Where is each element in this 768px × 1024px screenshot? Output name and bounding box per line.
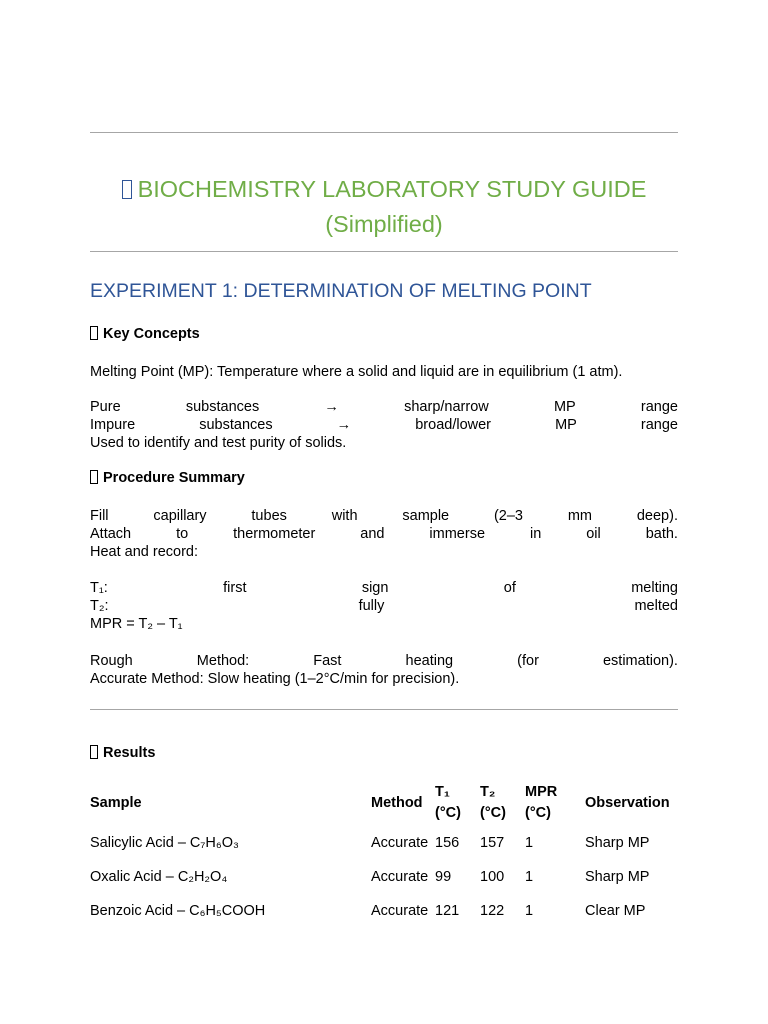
word: T₁: — [90, 580, 108, 596]
missing-glyph-icon — [122, 180, 132, 199]
cell-t1: 121 — [435, 903, 460, 919]
cell-sample: Benzoic Acid – C₆H₅COOH — [90, 903, 266, 919]
word: Pure — [90, 399, 121, 415]
word: Impure — [90, 417, 136, 433]
word: Method: — [196, 653, 250, 669]
table-row — [90, 860, 678, 894]
word: and — [360, 526, 385, 542]
pure-line — [90, 398, 678, 416]
word: Attach — [90, 526, 132, 542]
melting-point-definition: Melting Point (MP): Temperature where a solid and liquid are in equilibrium (1 atm). — [90, 364, 623, 380]
cell-t1: 99 — [435, 869, 452, 885]
word: Rough — [90, 653, 133, 669]
word: substances — [185, 399, 260, 415]
column-header-t2: T₂ (°C) — [480, 784, 506, 821]
cell-method: Accurate — [371, 869, 429, 885]
word: sample — [402, 508, 450, 524]
word: to — [176, 526, 189, 542]
word: fully — [358, 598, 385, 614]
cell-mpr: 1 — [525, 903, 534, 919]
word: melted — [634, 598, 678, 614]
cell-sample: Salicylic Acid – C₇H₆O₃ — [90, 835, 239, 851]
word: T₂: — [90, 598, 109, 614]
accurate-method-line: Accurate Method: Slow heating (1–2°C/min for precision). — [90, 671, 460, 687]
word: sign — [361, 580, 389, 596]
column-header-t1: T₁ (°C) — [435, 784, 461, 821]
word: (for — [517, 653, 539, 669]
word: in — [529, 526, 542, 542]
cell-t2: 157 — [480, 835, 505, 851]
rough-method-line — [90, 652, 678, 670]
word: oil — [586, 526, 601, 542]
table-row — [90, 894, 678, 928]
temperature-definitions — [90, 579, 678, 633]
missing-glyph-icon — [90, 470, 98, 484]
word: MP — [555, 417, 577, 433]
word: broad/lower — [415, 417, 491, 433]
word: immerse — [429, 526, 486, 542]
document-title — [90, 172, 678, 242]
missing-glyph-icon — [90, 326, 98, 340]
cell-method: Accurate — [371, 835, 429, 851]
word: of — [503, 580, 516, 596]
cell-t2: 122 — [480, 903, 505, 919]
procedure-heading — [90, 470, 245, 486]
cell-sample: Oxalic Acid – C₂H₂O₄ — [90, 869, 228, 885]
word: melting — [631, 580, 678, 596]
cell-observation: Clear MP — [585, 903, 646, 919]
impure-line — [90, 416, 678, 434]
word: range — [640, 399, 678, 415]
title-line-2: (Simplified) — [325, 211, 443, 237]
word: MP — [553, 399, 576, 415]
cell-observation: Sharp MP — [585, 835, 650, 851]
cell-observation: Sharp MP — [585, 869, 650, 885]
purity-paragraph — [90, 398, 678, 452]
word: thermometer — [233, 526, 316, 542]
word: substances — [199, 417, 273, 433]
key-concepts-heading — [90, 326, 200, 342]
step-line-3: Heat and record: — [90, 544, 199, 560]
word: first — [223, 580, 247, 596]
procedure-steps — [90, 507, 678, 561]
table-header-row — [90, 780, 678, 826]
word: heating — [405, 653, 454, 669]
missing-glyph-icon — [90, 745, 98, 759]
results-table — [90, 780, 678, 928]
word: capillary — [153, 508, 207, 524]
column-header-mpr: MPR (°C) — [525, 784, 558, 821]
word: sharp/narrow — [404, 399, 489, 415]
results-heading — [90, 745, 155, 761]
word: bath. — [645, 526, 678, 542]
section-divider — [90, 709, 678, 710]
t2-line — [90, 597, 678, 615]
word: tubes — [251, 508, 287, 524]
word: (2–3 — [493, 508, 523, 524]
cell-t2: 100 — [480, 869, 505, 885]
top-divider — [90, 132, 678, 133]
procedure-heading-text: Procedure Summary — [103, 470, 245, 486]
title-line-1: BIOCHEMISTRY LABORATORY STUDY GUIDE — [137, 176, 647, 202]
experiment-heading: EXPERIMENT 1: DETERMINATION OF MELTING POINT — [90, 280, 592, 302]
step-line-2 — [90, 525, 678, 543]
word: estimation). — [602, 653, 678, 669]
table-row — [90, 826, 678, 860]
mpr-formula: MPR = T₂ – T₁ — [90, 616, 183, 632]
word: Fast — [313, 653, 342, 669]
usage-line: Used to identify and test purity of solids. — [90, 435, 347, 451]
cell-mpr: 1 — [525, 835, 534, 851]
results-heading-text: Results — [103, 745, 156, 761]
t1-line — [90, 579, 678, 597]
column-header-method: Method — [371, 794, 423, 811]
word: with — [331, 508, 358, 524]
column-header-sample: Sample — [90, 794, 142, 811]
word: mm — [567, 508, 593, 524]
arrow: → — [324, 399, 339, 415]
cell-method: Accurate — [371, 903, 429, 919]
key-concepts-heading-text: Key Concepts — [103, 326, 200, 342]
word: Fill — [90, 508, 109, 524]
word: deep). — [636, 508, 678, 524]
arrow: → — [336, 417, 352, 433]
cell-t1: 156 — [435, 835, 460, 851]
methods-paragraph — [90, 652, 678, 688]
title-divider — [90, 251, 678, 252]
cell-mpr: 1 — [525, 869, 534, 885]
step-line-1 — [90, 507, 678, 525]
column-header-observation: Observation — [585, 794, 670, 811]
word: range — [640, 417, 678, 433]
